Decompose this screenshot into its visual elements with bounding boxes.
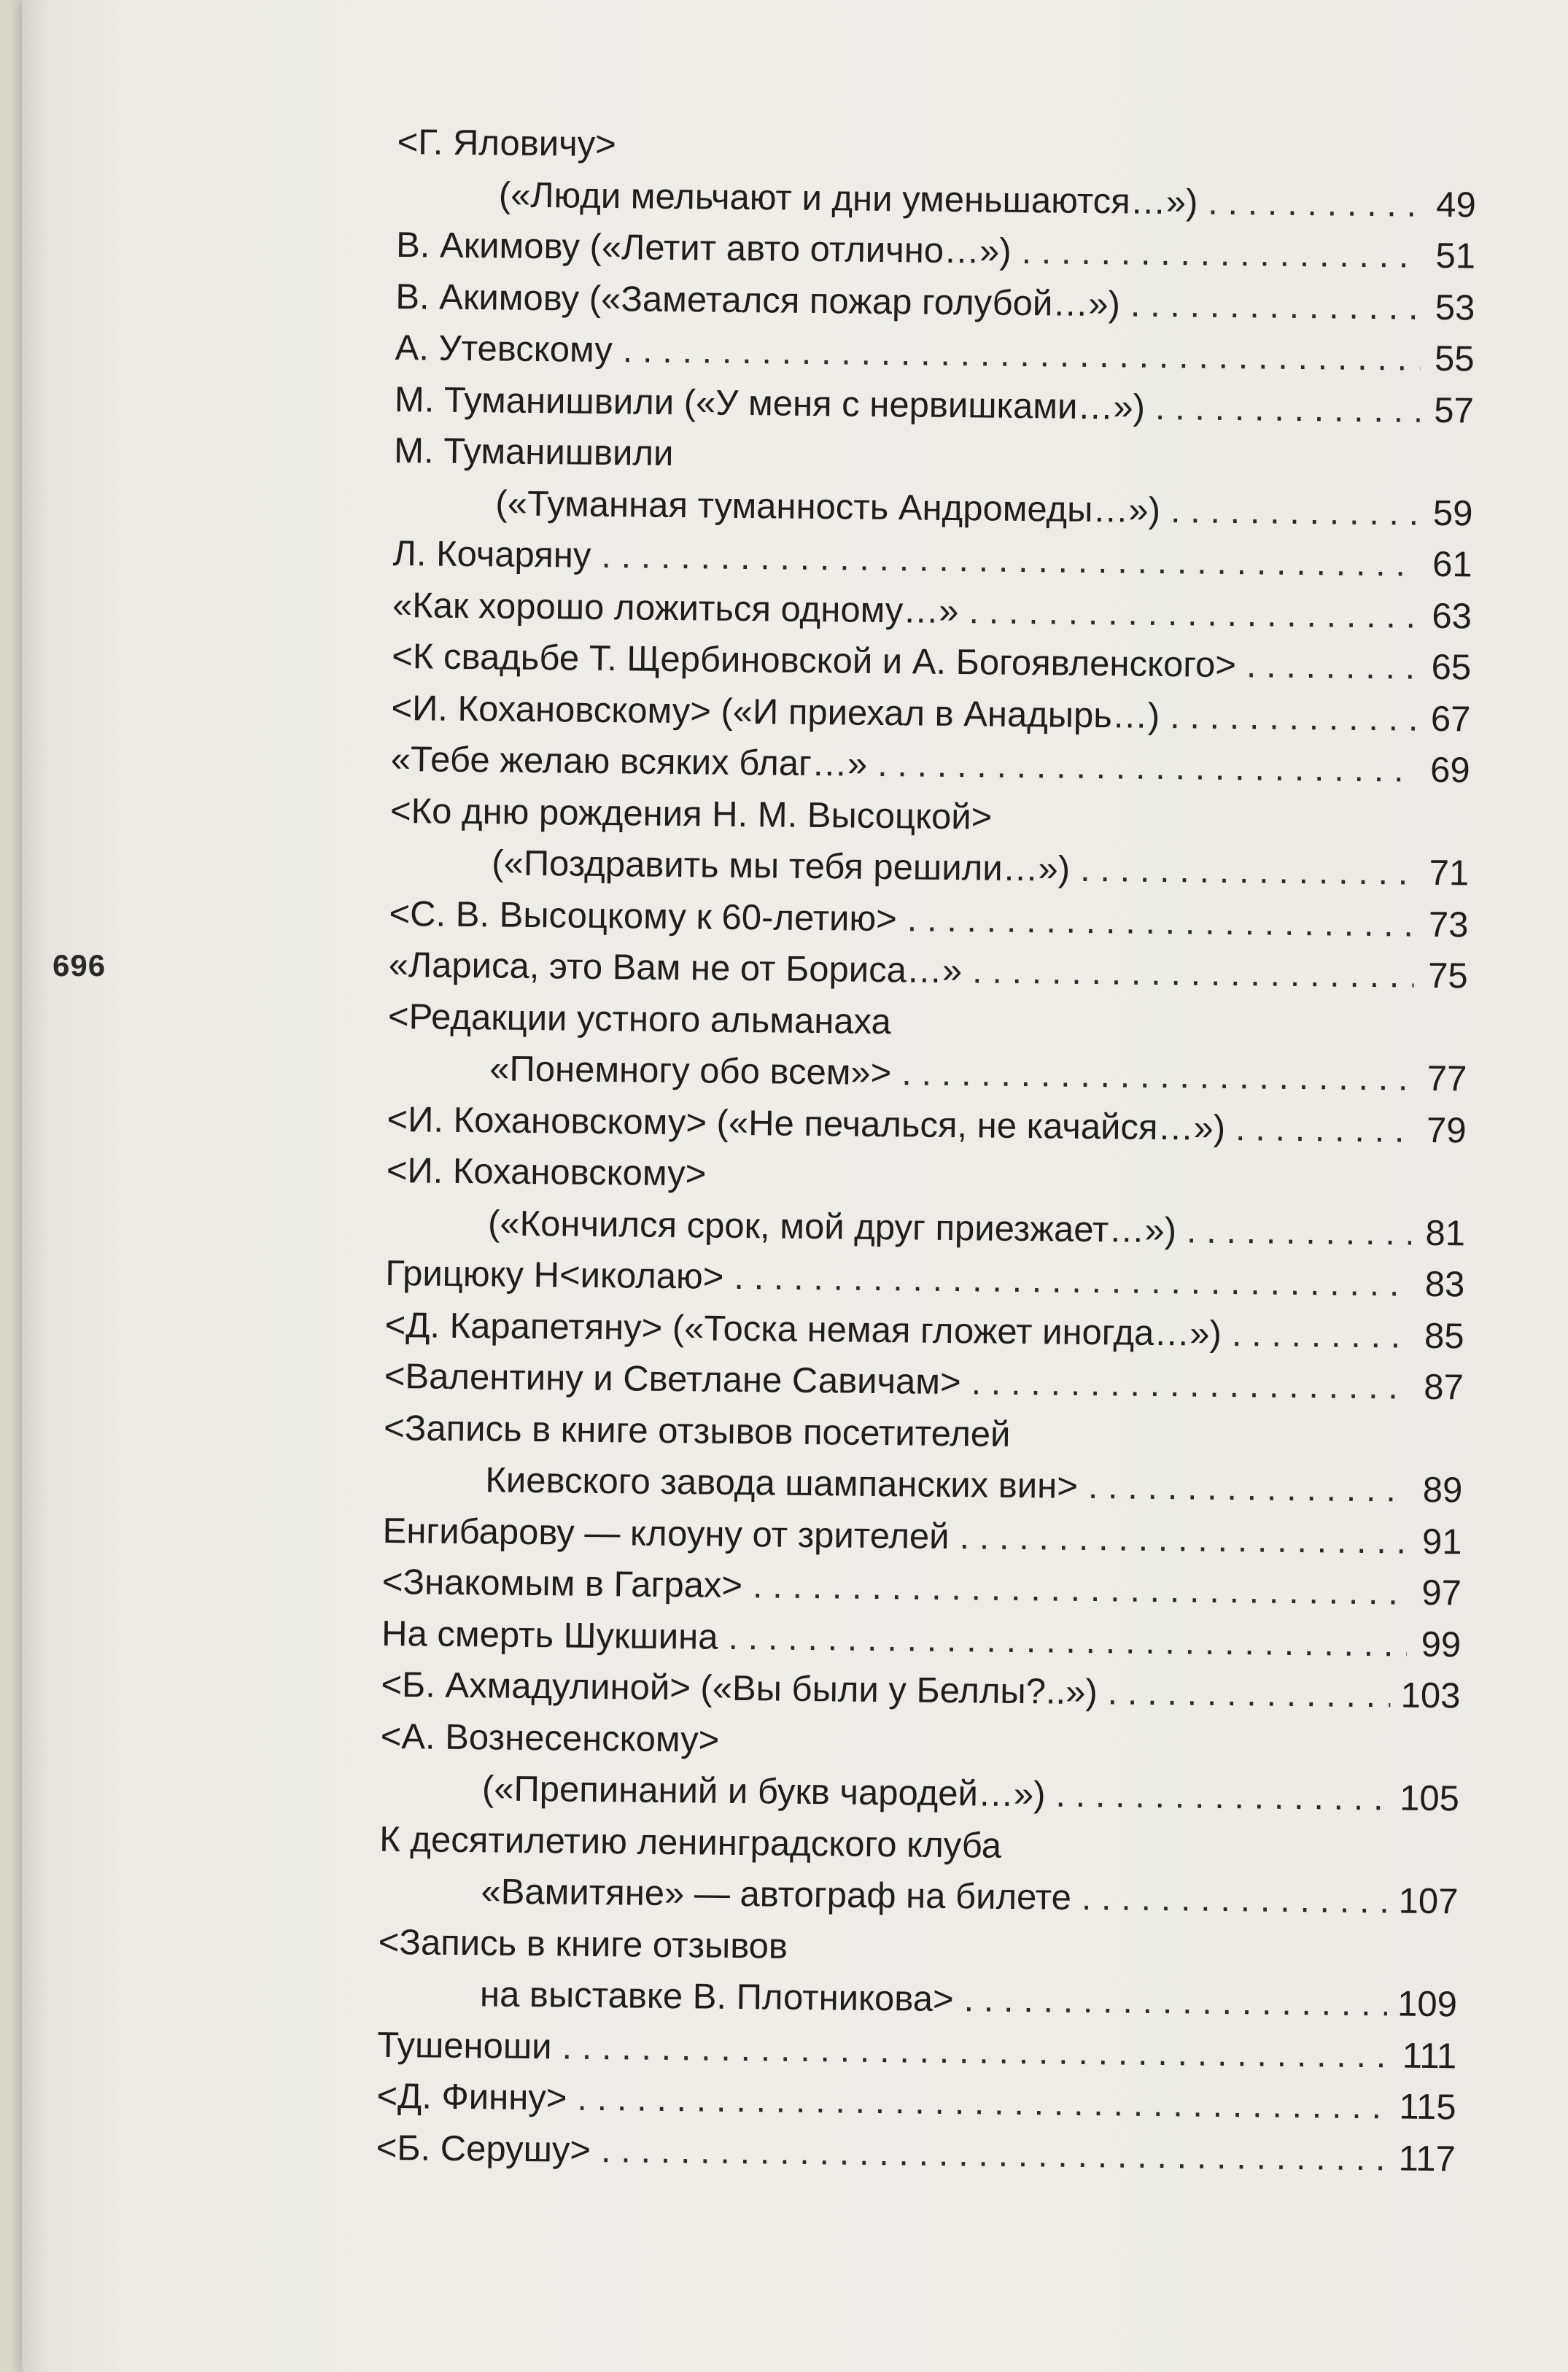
dot-leader	[1155, 381, 1421, 435]
toc-entry-title: («Туманная туманность Андромеды…»)	[495, 483, 1161, 530]
toc-entry-page-number: 91	[1421, 1522, 1462, 1562]
toc-entry-title: Киевского завода шампанских вин>	[485, 1460, 1079, 1506]
toc-entry-page-number: 75	[1427, 956, 1469, 996]
toc-entry-title: На смерть Шукшина	[381, 1613, 718, 1657]
toc-entry-title: <К свадьбе Т. Щербиновской и А. Богоявленского>	[391, 636, 1237, 686]
dot-leader	[907, 894, 1414, 950]
toc-entry-page-number: 79	[1426, 1110, 1467, 1150]
toc-entry-page-number: 71	[1429, 853, 1470, 894]
toc-entry-title: <Б. Ахмадулиной> («Вы были у Беллы?..»)	[381, 1664, 1098, 1713]
toc-entry-title: <Редакции устного альманаха	[387, 996, 892, 1042]
toc-entry-page-number: 69	[1429, 750, 1470, 791]
dot-leader	[877, 739, 1416, 796]
toc-entry-page-number: 115	[1399, 2087, 1456, 2128]
toc-entry-page-number: 105	[1399, 1778, 1460, 1819]
toc-entry-page-number: 81	[1425, 1213, 1466, 1253]
dot-leader	[1055, 1770, 1389, 1824]
toc-entry-page-number: 65	[1431, 647, 1472, 688]
toc-entry-page-number: 77	[1427, 1058, 1467, 1099]
toc-entry-title: К десятилетию ленинградского клуба	[379, 1819, 1002, 1866]
dot-leader	[562, 2021, 1392, 2081]
toc-entry	[376, 2122, 1456, 2185]
toc-entry-page-number: 55	[1434, 338, 1475, 379]
dot-leader	[1021, 226, 1421, 282]
toc-entry-page-number: 111	[1402, 2036, 1457, 2076]
dot-leader	[1208, 177, 1422, 230]
dot-leader	[601, 2125, 1389, 2185]
toc-entry-title: <Д. Карапетяну> («Тоска немая гложет иногда…»)	[384, 1305, 1222, 1354]
toc-entry-page-number: 67	[1430, 699, 1471, 739]
toc-entry-title: Грицюку Н<иколаю>	[385, 1253, 724, 1297]
toc-entry-title: <И. Кохановскому>	[386, 1150, 707, 1194]
toc-entry-page-number: 61	[1432, 544, 1472, 585]
page-number: 696	[53, 948, 106, 982]
dot-leader	[1246, 640, 1418, 693]
toc-entry-title: «Понемногу обо всем»>	[489, 1049, 892, 1093]
toc-entry-page-number: 107	[1398, 1881, 1459, 1922]
toc-entry-title: <Ко дню рождения Н. М. Высоцкой>	[389, 791, 993, 837]
toc-entry-title: Енгибарову — клоуну от зрителей	[382, 1511, 950, 1557]
dot-leader	[969, 586, 1418, 642]
dot-leader	[601, 530, 1418, 590]
toc-entry-title: <И. Кохановскому> («И приехал в Анадырь…)	[391, 688, 1160, 736]
toc-entry-page-number: 97	[1421, 1573, 1462, 1613]
toc-entry-title: («Поздравить мы тебя решили…»)	[492, 843, 1071, 889]
dot-leader	[963, 1974, 1387, 2030]
toc-entry-page-number: 103	[1400, 1675, 1461, 1716]
toc-entry-page-number: 89	[1422, 1470, 1463, 1511]
dot-leader	[1170, 691, 1417, 745]
toc-entry-title: <Запись в книге отзывов посетителей	[383, 1408, 1011, 1454]
toc-entry-title: <А. Вознесенскому>	[380, 1716, 720, 1760]
toc-entry-title: <Запись в книге отзывов	[378, 1922, 788, 1966]
dot-leader	[577, 2073, 1389, 2133]
toc-entry-title: («Кончился срок, мой друг приезжает…»)	[487, 1203, 1177, 1250]
dot-leader	[1080, 844, 1416, 899]
dot-leader	[1081, 1872, 1389, 1927]
toc-entry-title: «Как хорошо ложиться одному…»	[392, 585, 959, 631]
toc-entry-title: М. Туманишвили	[393, 430, 674, 473]
dot-leader	[622, 325, 1421, 384]
dot-leader	[728, 1611, 1407, 1670]
dot-leader	[1235, 1103, 1413, 1156]
toc-entry-page-number: 59	[1432, 493, 1473, 533]
dot-leader	[753, 1560, 1408, 1619]
toc-entry-page-number: 85	[1424, 1316, 1464, 1356]
toc-entry-page-number: 63	[1432, 596, 1472, 636]
toc-entry-title: «Лариса, это Вам не от Бориса…»	[388, 945, 963, 991]
toc-entry-title: <Б. Серушу>	[376, 2128, 591, 2170]
toc-entry-title: <Валентину и Светлане Савичам>	[384, 1356, 961, 1403]
toc-entry-page-number: 49	[1436, 185, 1477, 225]
dot-leader	[1232, 1309, 1410, 1362]
toc-entry-title: на выставке В. Плотникова>	[479, 1974, 954, 2020]
dot-leader	[1087, 1461, 1408, 1516]
dot-leader	[901, 1047, 1413, 1104]
dot-leader	[972, 945, 1414, 1001]
toc-entry-title: В. Акимову («Летит авто отлично…»)	[395, 225, 1012, 271]
toc-entry-title: <С. В. Высоцкому к 60-летию>	[389, 894, 898, 939]
toc-entry-page-number: 83	[1424, 1264, 1465, 1305]
toc-entry-title: <Знакомым в Гаграх>	[381, 1562, 743, 1606]
toc-entry-page-number: 57	[1434, 390, 1475, 430]
toc-entry-page-number: 53	[1435, 287, 1475, 327]
book-page	[22, 0, 1568, 2372]
dot-leader	[1130, 279, 1421, 333]
table-of-contents	[376, 117, 1476, 2185]
toc-entry-title: <Г. Яловичу>	[397, 122, 617, 165]
toc-entry-title: «Вамитяне» — автограф на билете	[481, 1872, 1072, 1918]
toc-entry-title: «Тебе желаю всяких благ…»	[390, 739, 868, 784]
toc-entry-title: А. Утевскому	[395, 327, 613, 371]
toc-entry-page-number: 87	[1424, 1367, 1464, 1408]
dot-leader	[1187, 1205, 1412, 1259]
toc-entry-page-number: 117	[1398, 2139, 1456, 2179]
toc-entry-page-number: 51	[1435, 236, 1476, 276]
dot-leader	[959, 1511, 1408, 1567]
toc-entry-title: Л. Кочаряну	[392, 533, 591, 575]
toc-entry-title: («Препинаний и букв чародей…»)	[481, 1769, 1046, 1815]
toc-entry-title: («Люди мельчают и дни уменьшаются…»)	[498, 174, 1198, 222]
toc-entry-title: Тушеноши	[377, 2025, 552, 2066]
toc-entry-page-number: 99	[1421, 1624, 1462, 1664]
dot-leader	[1171, 485, 1419, 539]
toc-entry-page-number: 73	[1428, 904, 1469, 945]
dot-leader	[971, 1357, 1410, 1413]
toc-entry-title: <И. Кохановскому> («Не печалься, не качайся…»)	[387, 1099, 1226, 1148]
toc-entry-page-number: 109	[1397, 1984, 1458, 2025]
toc-entry-title: <Д. Финну>	[376, 2076, 567, 2118]
toc-entry-title: М. Туманишвили («У меня с нервишками…»)	[394, 379, 1146, 427]
dot-leader	[734, 1252, 1411, 1310]
toc-entry-title: В. Акимову («Заметался пожар голубой…»)	[395, 276, 1121, 324]
dot-leader	[1107, 1667, 1391, 1721]
